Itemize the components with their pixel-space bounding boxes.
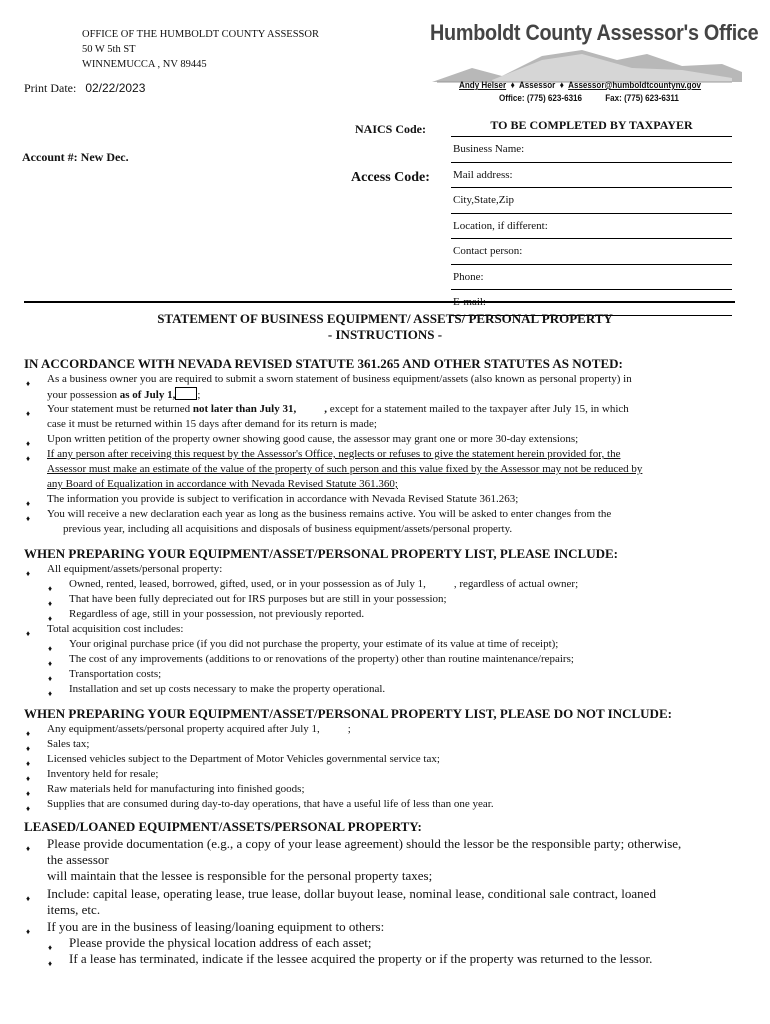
location-field[interactable]: Location, if different: (451, 214, 732, 240)
bullet-icon: ♦ (26, 454, 31, 463)
statute-item-3: Upon written petition of the property owner showing good cause, the assessor may grant one or more 30-day extensions; (47, 433, 579, 445)
leased-item-1-line-1: Please provide documentation (e.g., a copy of your lease agreement) should the lessor be the responsible party; otherwise, (47, 836, 682, 851)
bullet-icon: ♦ (48, 659, 53, 668)
office-phone: Office: (775) 623-6316 (499, 93, 583, 104)
bullet-icon: ♦ (48, 644, 53, 653)
statute-item-1-line-1: As a business owner you are required to submit a sworn statement of business equipment/assets (also known as personal property) in (47, 373, 632, 385)
bullet-icon: ♦ (26, 439, 31, 448)
instructions-subtitle: - INSTRUCTIONS - (327, 327, 443, 342)
bullet-icon: ♦ (26, 569, 31, 578)
statement-title: STATEMENT OF BUSINESS EQUIPMENT/ ASSETS/ PERSONAL PROPERTY (157, 311, 613, 326)
city-state-zip-field[interactable]: City,State,Zip (451, 188, 732, 214)
leased-subitem-terminated: If a lease has terminated, indicate if the lessee acquired the property or if the property was returned to the lessor. (69, 951, 653, 966)
statute-item-2-line-1: Your statement must be returned not later than July 31, , except for a statement mailed to the taxpayer after July 15, in which (47, 403, 629, 415)
bullet-icon: ♦ (48, 943, 53, 952)
separator-dot-2: ♦ (557, 80, 567, 91)
bullet-icon: ♦ (26, 629, 31, 638)
print-date-label: Print Date: (24, 81, 77, 95)
bullet-icon: ♦ (48, 674, 53, 683)
bullet-icon: ♦ (26, 744, 31, 753)
include-subitem-depreciated: That have been fully depreciated out for IRS purposes but are still in your possession; (69, 593, 447, 605)
print-date-value: 02/22/2023 (85, 81, 146, 95)
bullet-icon: ♦ (26, 379, 31, 388)
mail-address-field[interactable]: Mail address: (451, 163, 732, 189)
include-item-acquisition-cost: Total acquisition cost includes: (47, 623, 184, 635)
taxpayer-table-heading: TO BE COMPLETED BY TAXPAYER (451, 114, 732, 137)
access-code-label: Access Code: (351, 170, 430, 185)
section-exclude-heading: WHEN PREPARING YOUR EQUIPMENT/ASSET/PERSONAL PROPERTY LIST, PLEASE DO NOT INCLUDE: (24, 706, 672, 721)
exclude-item-supplies: Supplies that are consumed during day-to-day operations, that have a useful life of less than one year. (47, 798, 494, 810)
leased-subitem-location: Please provide the physical location address of each asset; (69, 935, 372, 950)
exclude-item-inventory: Inventory held for resale; (47, 768, 159, 780)
assessor-contact-line (459, 80, 701, 91)
phone-field[interactable]: Phone: (451, 265, 732, 291)
include-subitem-owned: Owned, rented, leased, borrowed, gifted, used, or in your possession as of July 1, , regardless of actual owner; (69, 578, 579, 590)
office-line-3: WINNEMUCCA , NV 89445 (82, 59, 207, 70)
bullet-icon: ♦ (26, 729, 31, 738)
separator-dot-1: ♦ (508, 80, 517, 91)
mountain-logo-icon (432, 46, 742, 84)
assessor-phone-line (499, 93, 679, 104)
bullet-icon: ♦ (26, 789, 31, 798)
exclude-item-raw-materials: Raw materials held for manufacturing into finished goods; (47, 783, 305, 795)
leased-item-3: If you are in the business of leasing/loaning equipment to others: (47, 919, 385, 934)
year-blank-box (175, 387, 197, 400)
fax-number: Fax: (775) 623-6311 (605, 93, 679, 104)
bullet-icon: ♦ (26, 759, 31, 768)
bullet-icon: ♦ (26, 514, 31, 523)
include-item-all-equipment: All equipment/assets/personal property: (47, 563, 223, 575)
statute-item-4-line-3: any Board of Equalization in accordance with Nevada Revised Statute 361.360; (47, 478, 398, 490)
include-subitem-purchase-price: Your original purchase price (if you did not purchase the property, your estimate of its value at time of receipt); (69, 638, 559, 650)
statute-item-2-line-2: case it must be returned within 15 days after demand for its return is made; (47, 418, 377, 430)
leased-item-1-line-3: will maintain that the lessee is responsible for the personal property taxes; (47, 868, 433, 883)
bullet-icon: ♦ (48, 959, 53, 968)
section-include-heading: WHEN PREPARING YOUR EQUIPMENT/ASSET/PERSONAL PROPERTY LIST, PLEASE INCLUDE: (24, 546, 619, 561)
leased-item-2-line-2: items, etc. (47, 902, 101, 917)
statute-item-1-line-2: your possession as of July 1, ; (47, 389, 201, 401)
naics-code-label: NAICS Code: (355, 122, 427, 136)
exclude-item-after-july: Any equipment/assets/personal property acquired after July 1, ; (47, 723, 351, 735)
bullet-icon: ♦ (26, 804, 31, 813)
section-statute-heading: IN ACCORDANCE WITH NEVADA REVISED STATUTE 361.265 AND OTHER STATUTES AS NOTED: (24, 356, 623, 371)
bullet-icon: ♦ (48, 614, 53, 623)
office-line-1: OFFICE OF THE HUMBOLDT COUNTY ASSESSOR (82, 29, 319, 40)
include-subitem-age: Regardless of age, still in your possession, not previously reported. (69, 608, 365, 620)
bullet-icon: ♦ (26, 927, 31, 936)
bullet-icon: ♦ (48, 599, 53, 608)
print-date-row (24, 81, 145, 96)
include-subitem-transportation: Transportation costs; (69, 668, 162, 680)
contact-person-field[interactable]: Contact person: (451, 239, 732, 265)
account-number-label: Account #: New Dec. (22, 150, 129, 164)
logo-title: Humboldt County Assessor's Office (430, 20, 759, 45)
bullet-icon: ♦ (26, 894, 31, 903)
taxpayer-info-table (451, 114, 732, 316)
assessor-email-link[interactable]: Assessor@humboldtcountynv.gov (568, 80, 702, 91)
include-subitem-installation: Installation and set up costs necessary to make the property operational. (69, 683, 386, 695)
office-line-2: 50 W 5th ST (82, 44, 136, 55)
statute-item-6-line-1: You will receive a new declaration each year as long as the business remains active. You will be asked to enter changes from the (47, 508, 612, 520)
statute-item-4-line-2: Assessor must make an estimate of the value of the property of such person and this value fixed by the Assessor may not be reduced by (47, 463, 643, 475)
office-address (82, 27, 319, 72)
statute-item-6-line-2: previous year, including all acquisitions and disposals of business equipment/assets/personal property. (63, 523, 513, 535)
bullet-icon: ♦ (48, 689, 53, 698)
exclude-item-sales-tax: Sales tax; (47, 738, 90, 750)
bullet-icon: ♦ (26, 774, 31, 783)
bullet-icon: ♦ (26, 409, 31, 418)
assessor-name: Andy Helser (459, 80, 507, 91)
exclude-item-vehicles: Licensed vehicles subject to the Department of Motor Vehicles governmental service tax; (47, 753, 440, 765)
bullet-icon: ♦ (26, 499, 31, 508)
business-name-field[interactable]: Business Name: (451, 137, 732, 163)
header-divider (24, 301, 735, 303)
include-subitem-improvements: The cost of any improvements (additions to or renovations of the property) other than routine maintenance/repairs; (69, 653, 574, 665)
section-leased-heading: LEASED/LOANED EQUIPMENT/ASSETS/PERSONAL PROPERTY: (24, 819, 422, 834)
bullet-icon: ♦ (26, 844, 31, 853)
statute-item-4-line-1: If any person after receiving this request by the Assessor's Office, neglects or refuses to give the statement herein provided for, the (47, 448, 621, 460)
bullet-icon: ♦ (48, 584, 53, 593)
leased-item-1-line-2: the assessor (47, 852, 109, 867)
statute-item-5: The information you provide is subject to verification in accordance with Nevada Revised Statute 361.263; (47, 493, 519, 505)
leased-item-2-line-1: Include: capital lease, operating lease, true lease, dollar buyout lease, nominal lease, conditional sale contract, loaned (47, 886, 656, 901)
assessor-role: Assessor (518, 80, 556, 91)
